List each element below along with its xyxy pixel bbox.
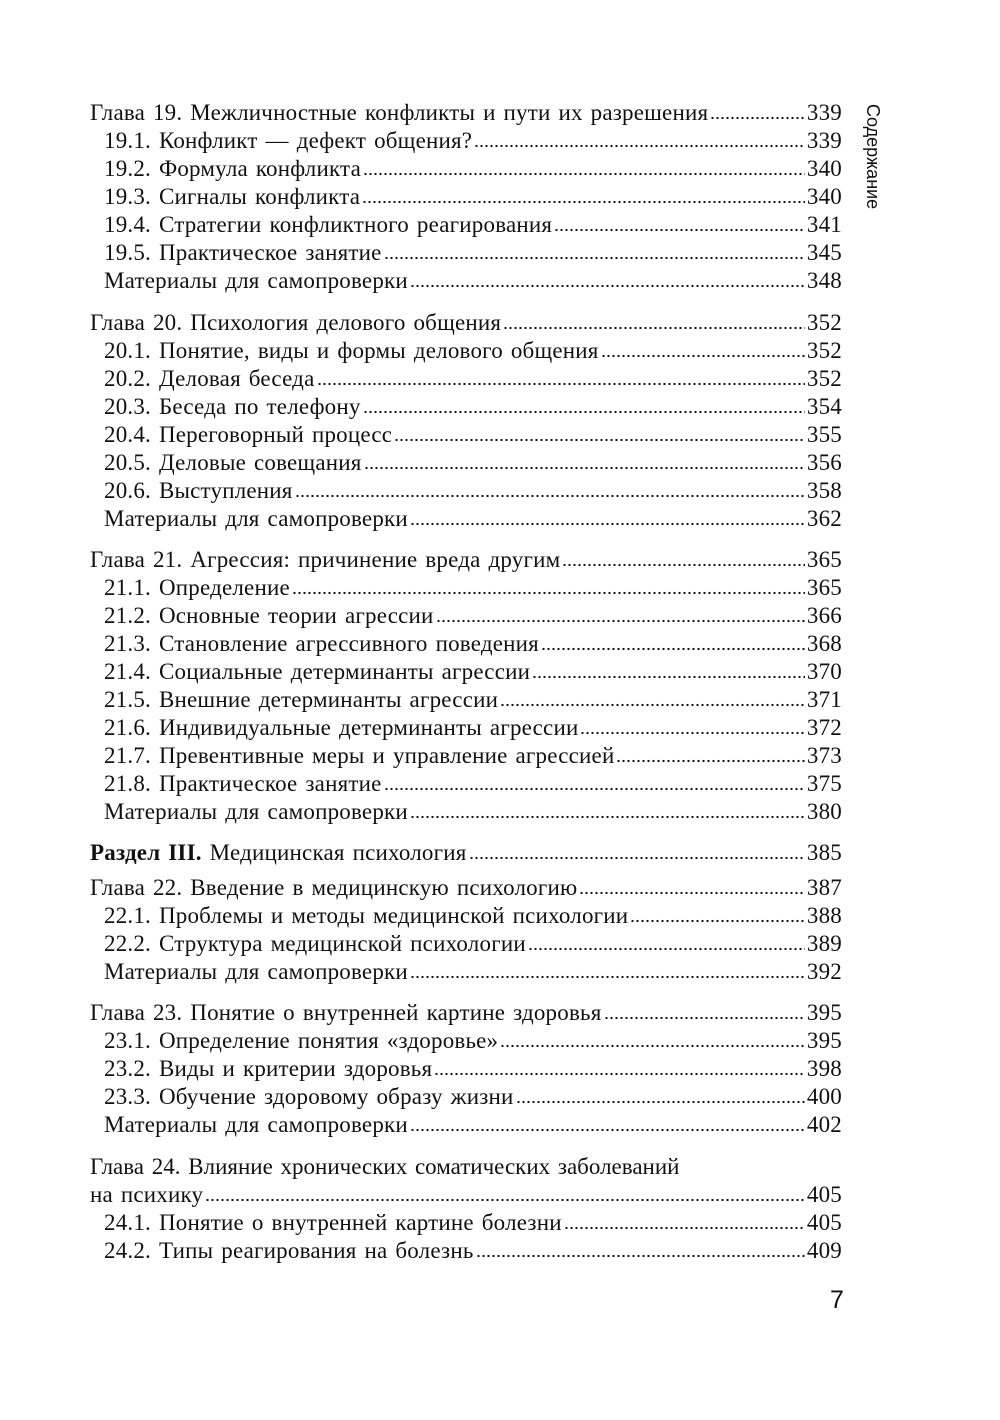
entry-title (104, 630, 539, 658)
toc-subentry[interactable] (90, 267, 842, 295)
entry-title-text: 22.2. Структура медицинской психологии (104, 931, 526, 956)
entry-page-number: 356 (806, 450, 842, 475)
entry-page-number: 395 (806, 1028, 842, 1053)
dot-leader (710, 116, 805, 120)
entry-title-text: на психику (90, 1182, 204, 1207)
entry-title-text: 23.1. Определение понятия «здоровье» (104, 1028, 499, 1053)
entry-title (104, 714, 578, 742)
dot-leader (410, 975, 805, 979)
entry-title (104, 393, 361, 421)
dot-leader (436, 619, 805, 623)
entry-page-number: 385 (806, 840, 842, 865)
dot-leader (394, 438, 805, 442)
toc-subentry[interactable] (90, 574, 842, 602)
entry-page-number: 389 (806, 931, 842, 956)
entry-title (104, 1209, 562, 1237)
toc-subentry[interactable] (90, 1237, 842, 1265)
entry-title-text: 23.3. Обучение здоровому образу жизни (104, 1084, 514, 1109)
entry-page-number: 365 (806, 547, 842, 572)
entry-title-text: 24.1. Понятие о внутренней картине болезни (104, 1210, 562, 1235)
toc-subentry[interactable] (90, 686, 842, 714)
toc-subentry[interactable] (90, 1111, 842, 1139)
toc-subentry[interactable] (90, 183, 842, 211)
toc-group (90, 999, 842, 1139)
dot-leader (630, 919, 805, 923)
toc-subentry[interactable] (90, 477, 842, 505)
dot-leader (580, 731, 804, 735)
toc-subentry[interactable] (90, 630, 842, 658)
entry-title (90, 309, 501, 337)
entry-title (104, 127, 472, 155)
toc-subentry[interactable] (90, 337, 842, 365)
entry-page-number: 352 (806, 366, 842, 391)
entry-title-text: 21.2. Основные теории агрессии (104, 603, 434, 628)
entry-title (104, 449, 362, 477)
entry-title (104, 742, 614, 770)
entry-title (104, 505, 408, 533)
toc-entry[interactable] (90, 309, 842, 337)
entry-page-number: 339 (806, 128, 842, 153)
section-side-tab: Содержание (863, 104, 883, 210)
entry-page-number: 400 (806, 1084, 842, 1109)
entry-page-number: 355 (806, 422, 842, 447)
dot-leader (541, 647, 805, 651)
dot-leader (601, 354, 805, 358)
toc-subentry[interactable] (90, 658, 842, 686)
entry-page-number: 362 (806, 506, 842, 531)
toc-subentry[interactable] (90, 714, 842, 742)
dot-leader (363, 410, 805, 414)
dot-leader (516, 1100, 805, 1104)
toc-group (90, 99, 842, 295)
entry-page-number: 341 (806, 212, 842, 237)
entry-title (104, 337, 599, 365)
entry-title (90, 999, 602, 1027)
entry-page-number: 345 (806, 240, 842, 265)
entry-title (90, 874, 577, 902)
dot-leader (384, 256, 805, 260)
toc-subentry[interactable] (90, 1083, 842, 1111)
entry-title-text: Глава 21. Агрессия: причинение вреда другим (90, 547, 561, 572)
entry-page-number: 402 (806, 1112, 842, 1137)
toc-entry[interactable] (90, 546, 842, 574)
toc-subentry[interactable] (90, 211, 842, 239)
dot-leader (363, 172, 805, 176)
toc-subentry[interactable] (90, 742, 842, 770)
entry-title-text: Глава 19. Межличностные конфликты и пути их разрешения (90, 100, 709, 125)
toc-subentry[interactable] (90, 1209, 842, 1237)
entry-page-number: 372 (806, 715, 842, 740)
dot-leader (410, 815, 805, 819)
entry-page-number: 365 (806, 575, 842, 600)
entry-title (104, 239, 382, 267)
entry-page-number: 340 (806, 156, 842, 181)
entry-title (104, 477, 293, 505)
toc-subentry[interactable] (90, 770, 842, 798)
entry-part-label: Раздел III. (90, 840, 202, 865)
toc-entry[interactable] (90, 999, 842, 1027)
entry-title-text: Материалы для самопроверки (104, 268, 408, 293)
dot-leader (384, 787, 805, 791)
entry-page-number: 354 (806, 394, 842, 419)
entry-title-text: 24.2. Типы реагирования на болезнь (104, 1238, 474, 1263)
entry-page-number: 409 (806, 1238, 842, 1263)
dot-leader (562, 563, 805, 567)
entry-page-number: 358 (806, 478, 842, 503)
dot-leader (410, 1128, 805, 1132)
toc-group (90, 839, 842, 867)
dot-leader (434, 1072, 805, 1076)
entry-title-text: 21.7. Превентивные меры и управление агрессией (104, 743, 615, 768)
entry-title (90, 99, 708, 127)
toc-subentry[interactable] (90, 930, 842, 958)
toc-subentry[interactable] (90, 155, 842, 183)
entry-page-number: 398 (806, 1056, 842, 1081)
entry-title-text: Материалы для самопроверки (104, 506, 408, 531)
toc-entry[interactable] (90, 99, 842, 127)
entry-title-text: 20.2. Деловая беседа (104, 366, 315, 391)
entry-title-text: Медицинская психология (209, 840, 467, 865)
toc-entry[interactable] (90, 874, 842, 902)
dot-leader (503, 326, 805, 330)
toc-group (90, 874, 842, 986)
toc-subentry[interactable] (90, 902, 842, 930)
dot-leader (579, 891, 805, 895)
dot-leader (410, 284, 805, 288)
entry-title-text: Материалы для самопроверки (104, 1112, 408, 1137)
dot-leader (205, 1198, 805, 1202)
entry-title-text: 19.5. Практическое занятие (104, 240, 382, 265)
dot-leader (292, 591, 805, 595)
entry-title (90, 1181, 203, 1209)
entry-title-text: 21.8. Практическое занятие (104, 771, 382, 796)
dot-leader (474, 144, 805, 148)
entry-title (104, 902, 628, 930)
dot-leader (554, 228, 805, 232)
entry-page-number: 368 (806, 631, 842, 656)
entry-title (90, 839, 467, 867)
dot-leader (364, 466, 805, 470)
entry-title-text: Глава 22. Введение в медицинскую психологию (90, 875, 578, 900)
toc-group (90, 546, 842, 826)
entry-page-number: 405 (806, 1210, 842, 1235)
dot-leader (500, 1044, 805, 1048)
entry-title-text: 20.5. Деловые совещания (104, 450, 362, 475)
entry-title-text: 22.1. Проблемы и методы медицинской психологии (104, 903, 629, 928)
entry-title (104, 155, 361, 183)
entry-title (104, 1237, 474, 1265)
dot-leader (616, 759, 804, 763)
toc-entry[interactable] (90, 839, 842, 867)
entry-title-text: 20.3. Беседа по телефону (104, 394, 361, 419)
entry-title-text: 19.1. Конфликт — дефект общения? (104, 128, 473, 153)
toc-subentry[interactable] (90, 1027, 842, 1055)
entry-title (104, 770, 382, 798)
entry-title (104, 658, 530, 686)
entry-page-number: 395 (806, 1000, 842, 1025)
toc-subentry[interactable] (90, 449, 842, 477)
entry-page-number: 375 (806, 771, 842, 796)
dot-leader (410, 522, 805, 526)
toc-subentry[interactable] (90, 421, 842, 449)
entry-title-text: 19.4. Стратегии конфликтного реагирования (104, 212, 553, 237)
dot-leader (362, 200, 805, 204)
toc-entry-title-line: Глава 24. Влияние хронических соматических заболеваний (90, 1154, 680, 1179)
entry-page-number: 388 (806, 903, 842, 928)
entry-title-text: 21.5. Внешние детерминанты агрессии (104, 687, 499, 712)
entry-page-number: 366 (806, 603, 842, 628)
entry-title (104, 686, 498, 714)
dot-leader (500, 703, 805, 707)
toc-subentry[interactable] (90, 365, 842, 393)
entry-title (104, 365, 315, 393)
entry-title-text: Глава 23. Понятие о внутренней картине здоровья (90, 1000, 602, 1025)
dot-leader (317, 382, 805, 386)
entry-title (104, 1027, 498, 1055)
entry-page-number: 352 (806, 310, 842, 335)
toc-entry[interactable] (90, 1181, 842, 1209)
entry-title-text: Глава 20. Психология делового общения (90, 310, 502, 335)
entry-title (104, 211, 552, 239)
entry-page-number: 348 (806, 268, 842, 293)
entry-title (104, 930, 526, 958)
entry-title-text: 21.3. Становление агрессивного поведения (104, 631, 539, 656)
entry-title-text: Материалы для самопроверки (104, 959, 408, 984)
entry-title (104, 1055, 432, 1083)
toc-subentry[interactable] (90, 602, 842, 630)
dot-leader (564, 1226, 805, 1230)
entry-title (104, 798, 408, 826)
entry-title-text: 21.6. Индивидуальные детерминанты агрессии (104, 715, 579, 740)
toc-subentry[interactable] (90, 393, 842, 421)
entry-title-text: 21.1. Определение (104, 575, 290, 600)
entry-title-text: 20.6. Выступления (104, 478, 293, 503)
dot-leader (532, 675, 805, 679)
entry-title (104, 574, 290, 602)
entry-page-number: 352 (806, 338, 842, 363)
entry-title-text: 20.1. Понятие, виды и формы делового общения (104, 338, 599, 363)
entry-title (104, 1083, 514, 1111)
toc-group (90, 1153, 842, 1265)
toc-subentry[interactable] (90, 505, 842, 533)
entry-title-text: Материалы для самопроверки (104, 799, 408, 824)
entry-title-text: 19.3. Сигналы конфликта (104, 184, 361, 209)
toc-subentry[interactable] (90, 239, 842, 267)
toc-group (90, 309, 842, 533)
toc-subentry[interactable] (90, 1055, 842, 1083)
toc-subentry[interactable] (90, 958, 842, 986)
entry-title-text: 19.2. Формула конфликта (104, 156, 361, 181)
entry-title-text: 23.2. Виды и критерии здоровья (104, 1056, 433, 1081)
entry-title (104, 602, 434, 630)
entry-title (104, 1111, 408, 1139)
entry-title-text: 21.4. Социальные детерминанты агрессии (104, 659, 531, 684)
entry-page-number: 340 (806, 184, 842, 209)
entry-title (104, 267, 408, 295)
toc-subentry[interactable] (90, 798, 842, 826)
toc-subentry[interactable] (90, 127, 842, 155)
dot-leader (476, 1254, 805, 1258)
dot-leader (295, 494, 805, 498)
entry-title (104, 183, 360, 211)
dot-leader (469, 856, 805, 860)
entry-page-number: 339 (806, 100, 842, 125)
entry-page-number: 370 (806, 659, 842, 684)
entry-page-number: 380 (806, 799, 842, 824)
dot-leader (604, 1016, 805, 1020)
entry-page-number: 373 (806, 743, 842, 768)
entry-title (90, 546, 560, 574)
page-number: 7 (830, 1286, 844, 1314)
entry-page-number: 405 (806, 1182, 842, 1207)
entry-title (104, 958, 408, 986)
entry-page-number: 387 (806, 875, 842, 900)
entry-title-text: 20.4. Переговорный процесс (104, 422, 393, 447)
entry-page-number: 371 (806, 687, 842, 712)
entry-page-number: 392 (806, 959, 842, 984)
dot-leader (528, 947, 805, 951)
entry-title (104, 421, 392, 449)
